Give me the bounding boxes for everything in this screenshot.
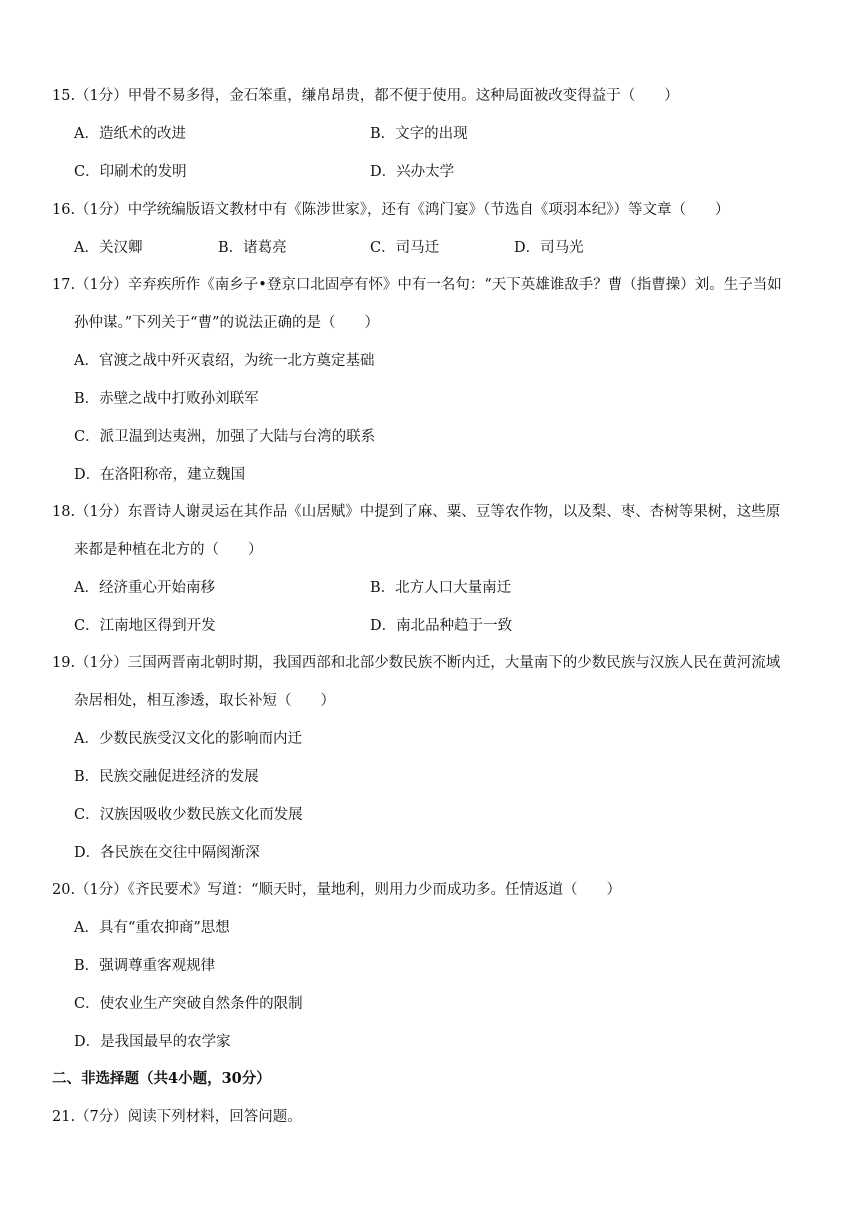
question-18-stem: 18.（1分）东晋诗人谢灵运在其作品《山居赋》中提到了麻、粟、豆等农作物，以及梨、枣、杏树等果树，这些原 — [52, 504, 781, 520]
q20-option-d: D．是我国最早的农学家 — [74, 1034, 231, 1050]
q16-option-a: A．关汉卿 — [74, 240, 143, 256]
question-17-stem: 17.（1分）辛弃疾所作《南乡子•登京口北固亭有怀》中有一名句：“天下英雄谁敌手？曹（指曹操）刘。生子当如 — [52, 277, 782, 293]
q15-option-a: A．造纸术的改进 — [74, 126, 186, 142]
question-17-stem-cont: 孙仲谋。”下列关于“曹”的说法正确的是（ ） — [74, 315, 379, 331]
question-19-stem-cont: 杂居相处，相互渗透，取长补短（ ） — [74, 693, 335, 709]
q18-option-c: C．江南地区得到开发 — [74, 618, 216, 634]
q15-option-c: C．印刷术的发明 — [74, 164, 187, 180]
q19-option-b: B．民族交融促进经济的发展 — [74, 769, 259, 785]
q20-option-b: B．强调尊重客观规律 — [74, 958, 216, 974]
q16-option-c: C．司马迁 — [370, 240, 440, 256]
q18-option-a: A．经济重心开始南移 — [74, 580, 215, 596]
q20-option-c: C．使农业生产突破自然条件的限制 — [74, 996, 303, 1012]
q16-option-d: D．司马光 — [514, 240, 584, 256]
question-19-stem: 19.（1分）三国两晋南北朝时期，我国西部和北部少数民族不断内迁，大量南下的少数民族与汉族人民在黄河流域 — [52, 655, 781, 671]
q19-option-a: A．少数民族受汉文化的影响而内迁 — [74, 731, 302, 747]
q15-option-d: D．兴办太学 — [370, 164, 455, 180]
q17-option-b: B．赤壁之战中打败孙刘联军 — [74, 391, 259, 407]
q19-option-d: D．各民族在交往中隔阂渐深 — [74, 845, 260, 861]
q20-option-a: A．具有“重农抑商”思想 — [74, 920, 230, 936]
q16-option-b: B．诸葛亮 — [218, 240, 287, 256]
section-title: 二、非选择题（共4小题，30分） — [52, 1070, 271, 1087]
q17-option-a: A．官渡之战中歼灭袁绍，为统一北方奠定基础 — [74, 353, 375, 369]
question-15-stem: 15.（1分）甲骨不易多得，金石笨重，缣帛昂贵，都不便于使用。这种局面被改变得益于（ ） — [52, 88, 679, 104]
question-18-stem-cont: 来都是种植在北方的（ ） — [74, 542, 263, 558]
q17-option-d: D．在洛阳称帝，建立魏国 — [74, 467, 246, 483]
question-16-stem: 16.（1分）中学统编版语文教材中有《陈涉世家》，还有《鸿门宴》（节选自《项羽本纪》）等文章（ ） — [52, 202, 730, 218]
q19-option-c: C．汉族因吸收少数民族文化而发展 — [74, 807, 303, 823]
q18-option-b: B．北方人口大量南迁 — [370, 580, 512, 596]
q18-option-d: D．南北品种趋于一致 — [370, 618, 513, 634]
question-21-stem: 21.（7分）阅读下列材料，回答问题。 — [52, 1109, 302, 1125]
question-20-stem: 20.（1分）《齐民要术》写道：“顺天时，量地利，则用力少而成功多。任情返道（ ） — [52, 882, 621, 898]
q15-option-b: B．文字的出现 — [370, 126, 468, 142]
q17-option-c: C．派卫温到达夷洲，加强了大陆与台湾的联系 — [74, 429, 376, 445]
